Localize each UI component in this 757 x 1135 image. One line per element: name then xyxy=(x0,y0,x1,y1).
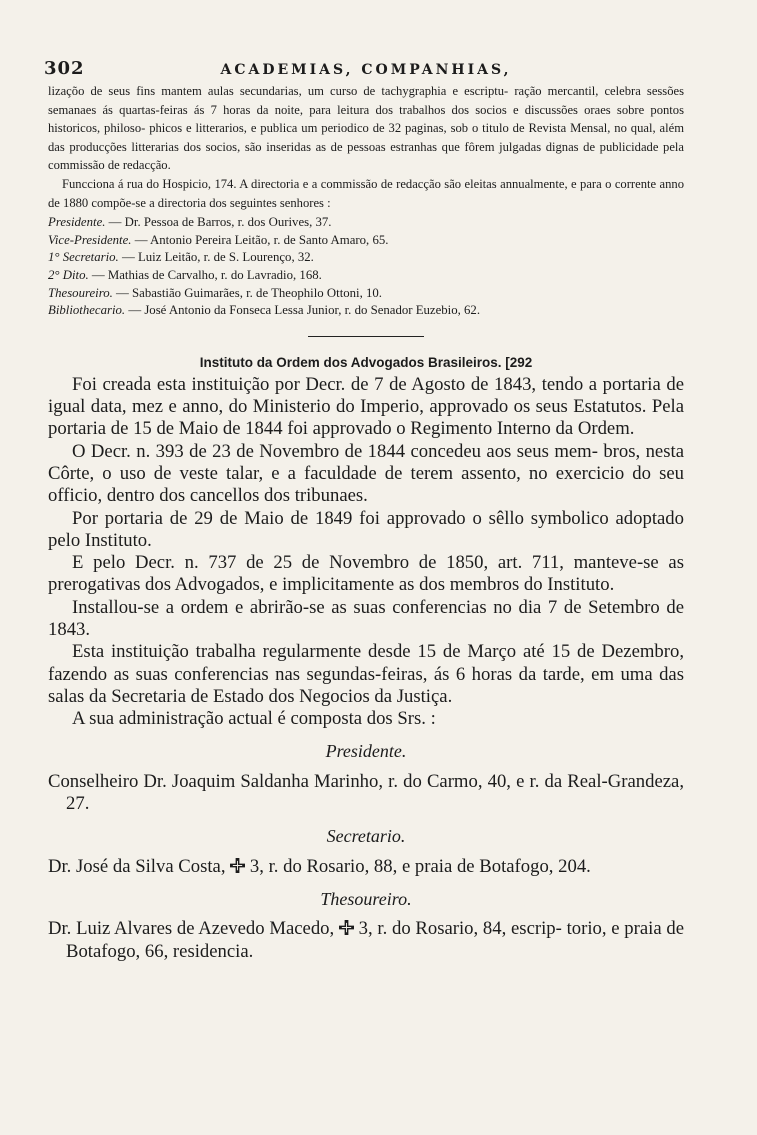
officer-entry xyxy=(48,918,684,963)
office-title-thesoureiro: Thesoureiro. xyxy=(320,888,412,909)
institute-title: Instituto da Ordem dos Advogados Brasileiros. [292 xyxy=(199,354,533,370)
directory-role: Thesoureiro. xyxy=(48,285,113,300)
page-header xyxy=(44,56,684,82)
directory-list xyxy=(48,214,684,320)
office-title-presidente: Presidente. xyxy=(325,741,407,762)
academia-paragraph-1: lizaçõo de seus fins mantem aulas secundarias, um curso de tachygraphia e escriptu- ração mercantil, celebra sessões semanaes ás quartas-feiras ás 7 horas da noite, para leitura dos trabalhos dos socios e discussões oraes sobre pontos historicos, philoso- phicos e litterarios, e publica um periodico de 32 paginas, sob o titulo de Revista Mensal, no qual, além das producções litterarias dos socios, são inseridas as de pessoas estranhas que fôrem julgadas dignas de publicidade pela commissão de redacção. xyxy=(48,84,684,173)
directory-role: 2° Dito. xyxy=(48,267,89,282)
institute-paragraph: O Decr. n. 393 de 23 de Novembro de 1844 concedeu aos seus mem- bros, nesta Côrte, o uso de veste talar, e a faculdade de terem assento, no exercicio do seu officio, dentro dos cancellos dos tribunaes. xyxy=(48,440,684,507)
page xyxy=(44,56,684,963)
officer-name: Dr. José da Silva Costa, xyxy=(48,855,226,877)
institute-paragraph: Foi creada esta instituição por Decr. de 7 de Agosto de 1843, tendo a portaria de igual data, mez e anno, do Ministerio do Imperio, approvado os seus Estatutos. Pela portaria de 15 de Maio de 1844 foi approvado o Regimento Interno da Ordem. xyxy=(48,373,684,440)
directory-entry xyxy=(48,232,684,250)
order-cross-icon xyxy=(230,858,245,873)
directory-details: — Antonio Pereira Leitão, r. de Santo Amaro, 65. xyxy=(131,232,389,247)
directory-entry xyxy=(48,302,684,320)
running-title: ACADEMIAS, COMPANHIAS, xyxy=(220,62,512,78)
academia-paragraph-2: Funcciona á rua do Hospicio, 174. A directoria e a commissão de redacção são eleitas annualmente, e para o corrente anno de 1880 compõe-se a directoria dos seguintes senhores : xyxy=(48,176,684,210)
directory-details: — Mathias de Carvalho, r. do Lavradio, 168. xyxy=(88,267,322,282)
office-title-secretario: Secretario. xyxy=(326,826,406,847)
directory-details: — Dr. Pessoa de Barros, r. dos Ourives, 37. xyxy=(105,215,332,230)
institute-paragraph: Esta instituição trabalha regularmente desde 15 de Março até 15 de Dezembro, fazendo as suas conferencias nas segundas-feiras, ás 6 horas da tarde, em uma das salas da Secretaria de Estado dos Negocios da Justiça. xyxy=(48,641,684,707)
directory-details: — Sabastião Guimarães, r. de Theophilo Ottoni, 10. xyxy=(112,285,382,300)
directory-entry xyxy=(48,214,684,232)
order-cross-icon xyxy=(339,920,354,935)
institute-paragraph: E pelo Decr. n. 737 de 25 de Novembro de 1850, art. 711, manteve-se as prerogativas dos Advogados, e implicitamente as dos membros do Instituto. xyxy=(48,552,684,596)
institute-paragraph: Por portaria de 29 de Maio de 1849 foi approvado o sêllo symbolico adoptado pelo Instituto. xyxy=(48,507,684,551)
directory-role: 1° Secretario. xyxy=(48,250,119,265)
officer-name: Dr. Luiz Alvares de Azevedo Macedo, xyxy=(48,918,335,940)
section-divider xyxy=(308,336,424,337)
directory-entry xyxy=(48,285,684,303)
officer-details: 3, r. do Rosario, 84, escrip- torio, e praia de Botafogo, 66, residencia. xyxy=(66,918,684,962)
directory-details: — Luiz Leitão, r. de S. Lourenço, 32. xyxy=(118,250,314,265)
institute-paragraph: Installou-se a ordem e abrirão-se as suas conferencias no dia 7 de Setembro de 1843. xyxy=(48,596,684,640)
directory-entry xyxy=(48,267,684,285)
directory-details: — José Antonio da Fonseca Lessa Junior, r. do Senador Euzebio, 62. xyxy=(125,303,481,318)
directory-entry xyxy=(48,249,684,267)
directory-role: Bibliothecario. xyxy=(48,303,126,318)
officer-details: 3, r. do Rosario, 88, e praia de Botafogo, 204. xyxy=(249,855,591,877)
officer-entry xyxy=(48,856,684,878)
academia-section xyxy=(48,82,684,212)
institute-paragraph: A sua administração actual é composta dos Srs. : xyxy=(72,708,436,730)
institute-section xyxy=(48,374,684,963)
directory-role: Vice-Presidente. xyxy=(48,232,132,247)
officer-entry xyxy=(48,771,684,816)
officer-text: Conselheiro Dr. Joaquim Saldanha Marinho, r. do Carmo, 40, e r. da Real-Grandeza, 27. xyxy=(48,770,684,815)
page-number: 302 xyxy=(44,58,85,79)
directory-role: Presidente. xyxy=(48,215,106,230)
